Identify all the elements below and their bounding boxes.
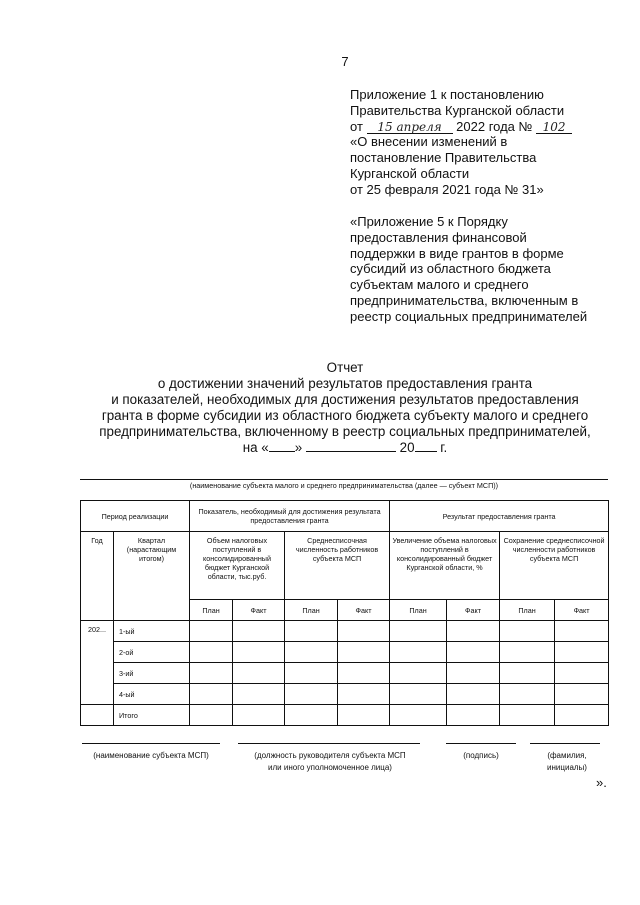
caption-signature	[446, 750, 516, 762]
col-plan: План	[390, 600, 447, 621]
caption-subject-name-text: (наименование субъекта МСП)	[93, 751, 209, 760]
header-year: Год	[81, 532, 114, 621]
signature-line-sign	[446, 743, 516, 744]
quote-line: предоставления финансовой	[350, 229, 527, 245]
appendix-date-line	[350, 119, 620, 135]
header-staff-count: Среднесписочная численность работников субъекта МСП	[285, 532, 390, 600]
header-staff-retention: Сохранение среднесписочной численности работников субъекта МСП	[500, 532, 609, 600]
signature-line-name	[82, 743, 220, 744]
col-plan: План	[500, 600, 555, 621]
year-cell: 202...	[81, 621, 114, 705]
quote-line: «Приложение 5 к Порядку	[350, 214, 508, 229]
date-na: на «	[242, 439, 269, 455]
date-suffix: 2022 года №	[456, 118, 533, 134]
quote-line: субсидий из областного бюджета	[350, 261, 551, 277]
date-g: г.	[440, 439, 448, 455]
quote-line: предпринимательства, включенным в	[350, 292, 579, 308]
date-prefix: от	[350, 118, 363, 134]
handwritten-date: 15 апреля	[367, 121, 453, 134]
day-blank	[269, 440, 295, 452]
date-year: 20	[399, 439, 415, 455]
col-plan: План	[285, 600, 338, 621]
col-plan: План	[190, 600, 233, 621]
header-tax-increase: Увеличение объема налоговых поступлений в консолидированный бюджет Курганской области, %	[390, 532, 500, 600]
quote-line: поддержки в виде грантов в форме	[350, 245, 564, 261]
handwritten-number: 102	[536, 121, 572, 134]
quarter-cell: 3-ий	[114, 663, 190, 684]
caption-fio-line-2: инициалы)	[547, 763, 587, 772]
page-number: 7	[341, 54, 349, 69]
appendix-header	[350, 87, 620, 198]
quote-line: реестр социальных предпринимателей	[350, 308, 588, 324]
caption-subject-name	[80, 750, 222, 762]
title-line-3: гранта в форме субсидии из областного бюджета субъекту малого и среднего	[101, 407, 589, 423]
quarter-cell: 4-ый	[114, 684, 190, 705]
title-line-2: и показателей, необходимых для достижения результатов предоставления	[111, 391, 579, 407]
end-quote-mark: ».	[596, 775, 607, 790]
caption-fio-line-1: (фамилия,	[547, 751, 587, 760]
quarter-cell: 2-ой	[114, 642, 190, 663]
caption-fio	[526, 750, 608, 774]
appendix-line-5: постановление Правительства	[350, 150, 537, 166]
caption-position-line-2: или иного уполномоченное лица)	[268, 763, 392, 772]
col-fact: Факт	[555, 600, 609, 621]
appendix-line-1: Приложение 1 к постановлению	[350, 87, 544, 102]
report-table	[80, 500, 609, 726]
report-title	[60, 360, 630, 455]
header-period: Период реализации	[81, 501, 190, 532]
col-fact: Факт	[447, 600, 500, 621]
subject-name-line	[80, 479, 608, 480]
quarter-cell: 1-ый	[114, 621, 190, 642]
total-cell: Итого	[114, 705, 190, 726]
table-row-total	[81, 705, 609, 726]
col-fact: Факт	[233, 600, 285, 621]
title-line-1: о достижении значений результатов предоставления гранта	[157, 375, 533, 391]
col-fact: Факт	[338, 600, 390, 621]
table-row	[81, 642, 609, 663]
table-row	[81, 663, 609, 684]
signature-line-fio	[530, 743, 600, 744]
caption-position-line-1: (должность руководителя субъекта МСП	[254, 751, 406, 760]
title-date-line	[60, 440, 630, 456]
signature-line-position	[238, 743, 420, 744]
header-result: Результат предоставления гранта	[390, 501, 609, 532]
caption-position	[230, 750, 430, 774]
quoted-appendix	[350, 214, 620, 325]
header-indicator: Показатель, необходимый для достижения результата предоставления гранта	[190, 501, 390, 532]
year-blank	[415, 440, 437, 452]
header-quarter: Квартал (нарастающим итогом)	[114, 532, 190, 621]
appendix-line-7: от 25 февраля 2021 года № 31»	[350, 181, 544, 197]
title-line-4: предпринимательства, включенному в реестр социальных предпринимателей,	[99, 423, 591, 439]
appendix-line-6: Курганской области	[350, 165, 470, 181]
appendix-line-2: Правительства Курганской области	[350, 102, 565, 118]
appendix-line-4: «О внесении изменений в	[350, 134, 508, 150]
table-row	[81, 684, 609, 705]
month-blank	[306, 440, 396, 452]
quote-line: субъектам малого и среднего	[350, 277, 529, 293]
header-tax-revenue: Объем налоговых поступлений в консолидированный бюджет Курганской области, тыс.руб.	[190, 532, 285, 600]
caption-signature-text: (подпись)	[463, 751, 499, 760]
title-heading: Отчет	[326, 360, 364, 375]
subject-caption: (наименование субъекта малого и среднего предпринимательства (далее — субъект МСП))	[189, 481, 499, 490]
date-mid: »	[294, 439, 303, 455]
table-row	[81, 621, 609, 642]
